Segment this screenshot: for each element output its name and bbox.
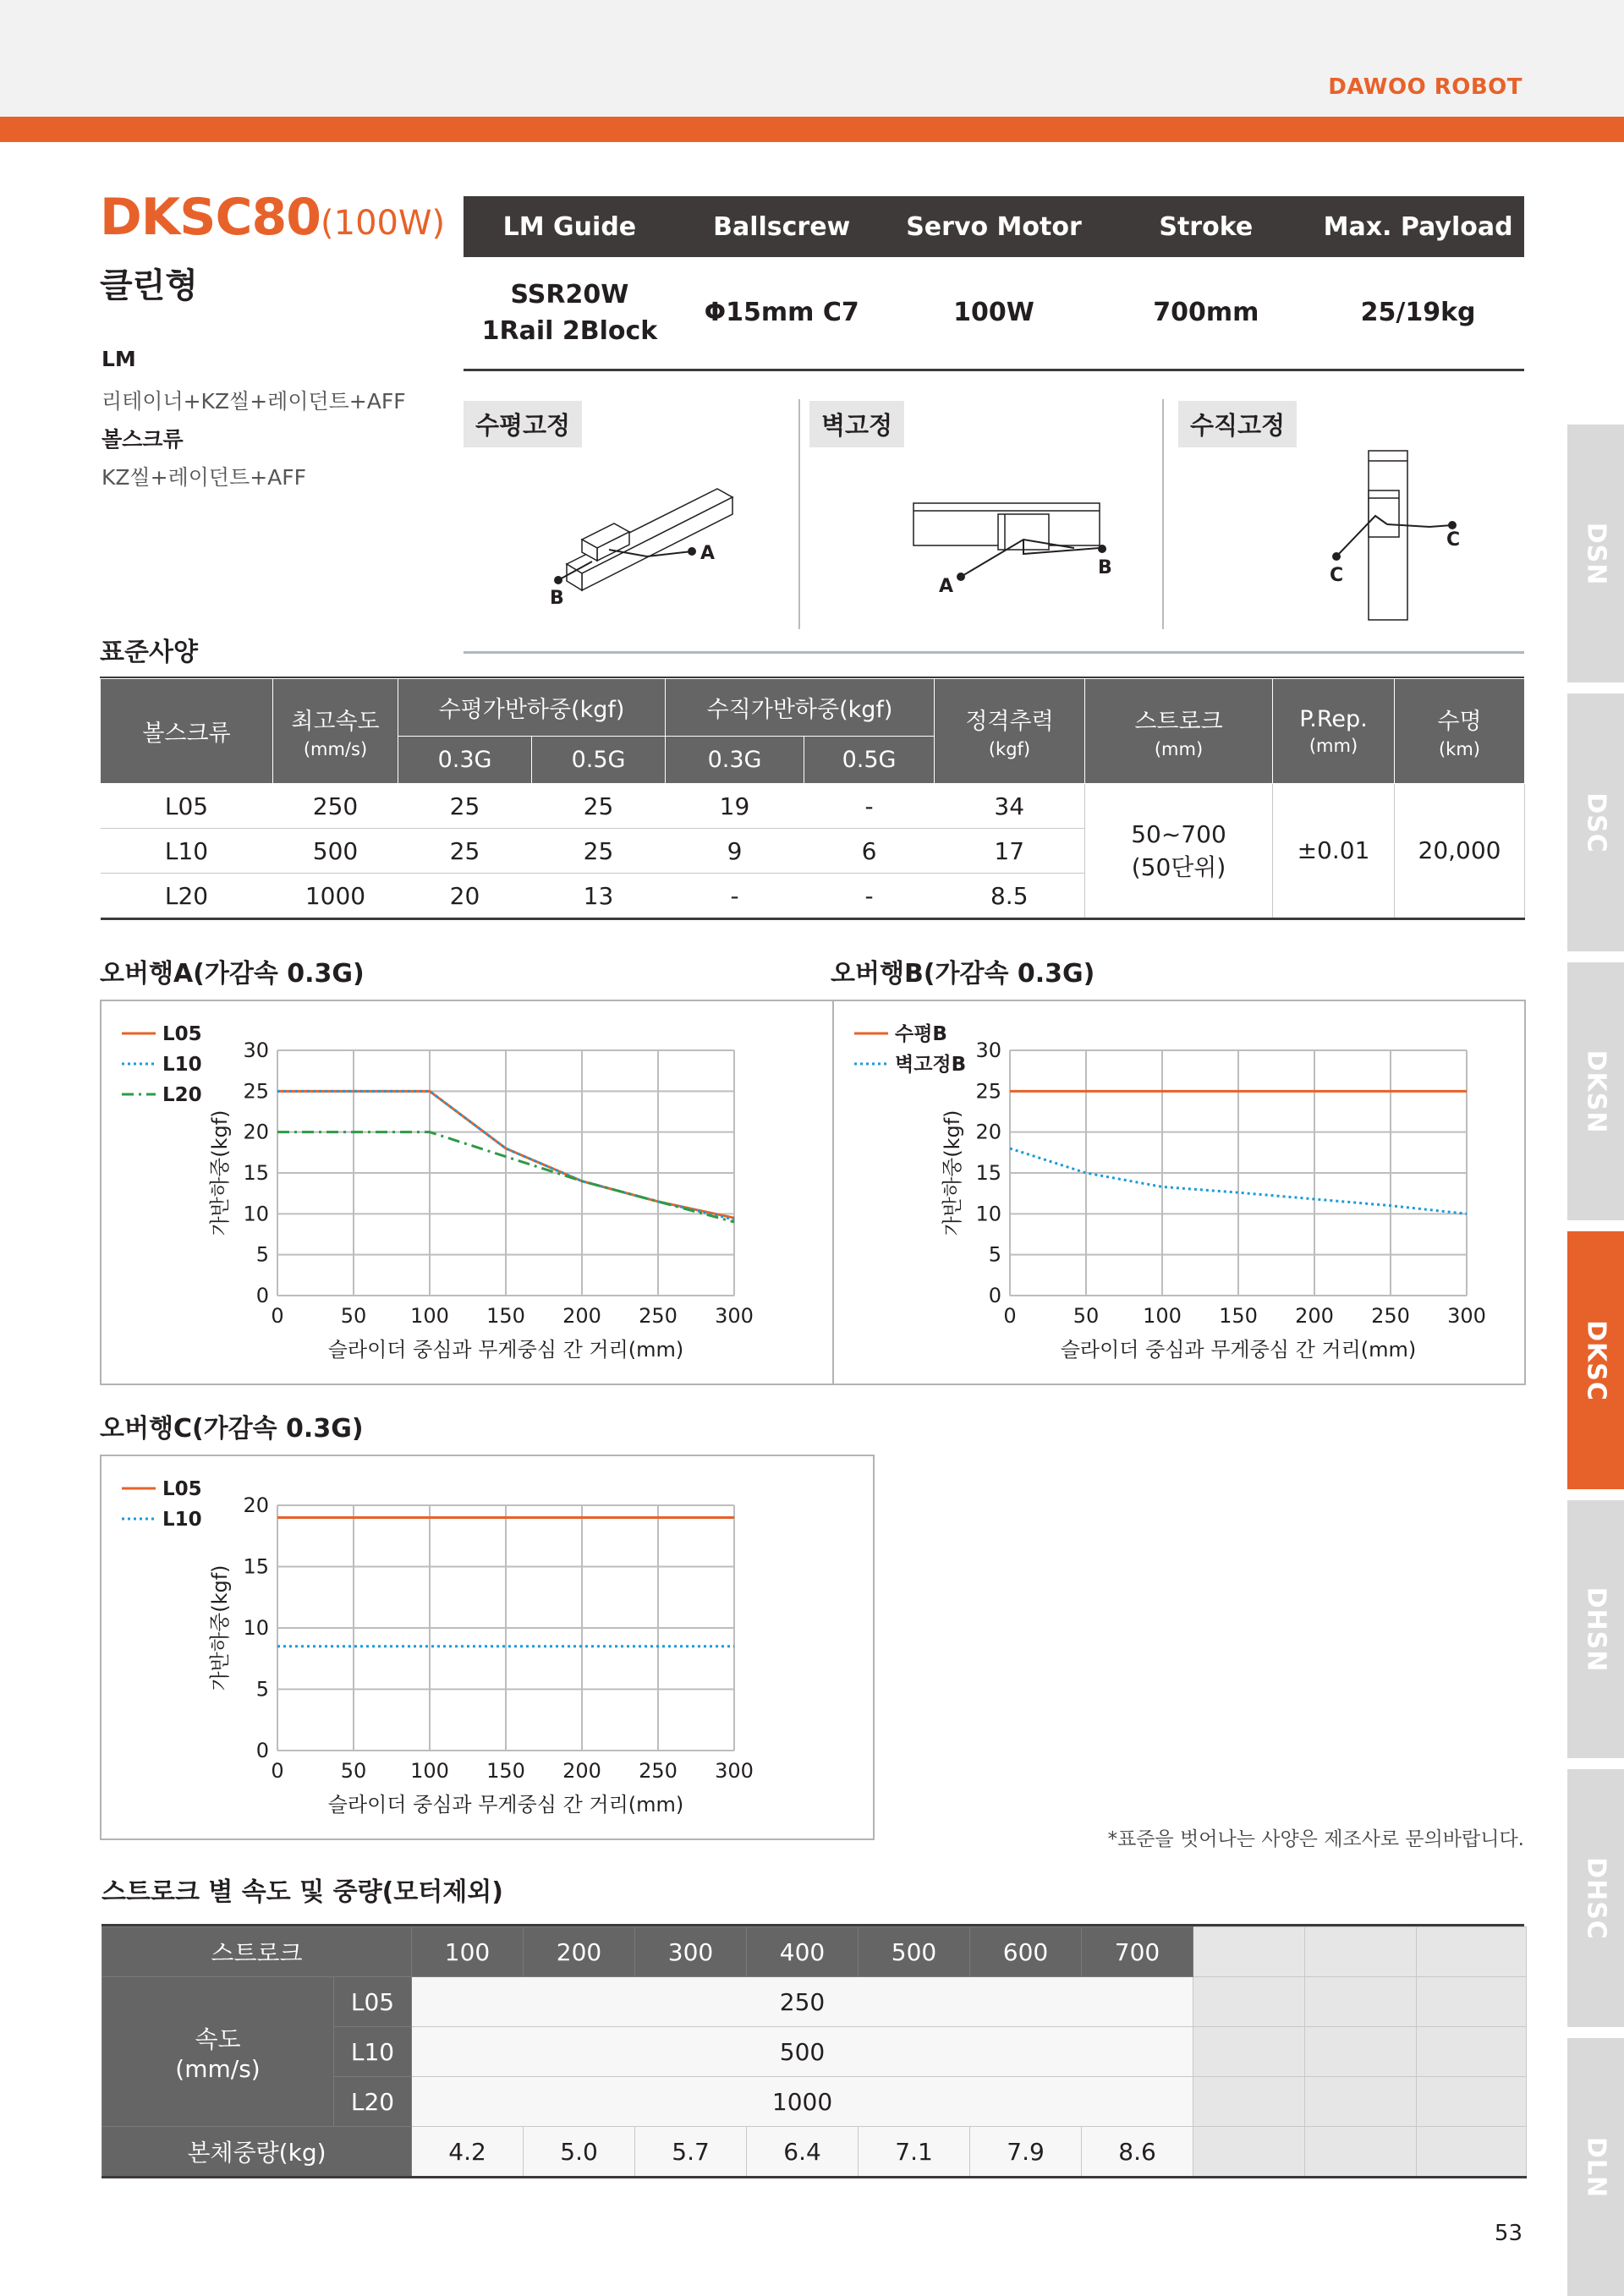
std-head-h05: 0.5G [532,737,666,784]
tab-label: DKSN [1581,1049,1610,1133]
mount-label-horizontal: 수평고정 [464,401,582,447]
cell-speed: 250 [273,784,398,829]
section-divider [464,651,1524,654]
head-text: P.Rep. [1299,706,1368,732]
panel-divider [798,399,800,629]
head-unit: (mm/s) [303,739,368,759]
option-value-ballscrew: KZ씰+레이던트+AFF [102,465,307,490]
y-tick-label: 25 [975,1079,1001,1104]
cell-stroke [1085,784,1273,919]
tab-label: DKSC [1581,1319,1610,1401]
lead-label: L10 [334,2027,412,2077]
stroke-value: 700 [1082,1927,1193,1977]
x-tick-label: 50 [340,1304,367,1328]
lm-guide-line2: 1Rail 2Block [481,316,658,346]
weight-value: 5.0 [524,2127,635,2178]
y-tick-label: 30 [975,1038,1001,1062]
speed-label [102,1977,334,2127]
stroke-value: 600 [970,1927,1082,1977]
x-tick-label: 300 [715,1304,754,1328]
legend-label: L05 [162,1023,202,1045]
spec-value-motor: 100W [888,257,1100,370]
horizontal-mount-figure [541,440,744,609]
option-value-lm: 리테이너+KZ씰+레이던트+AFF [102,389,406,414]
tab-label: DSN [1581,522,1610,585]
std-head-h03: 0.3G [398,737,532,784]
cell-v03: - [666,874,804,919]
weight-value: 8.6 [1082,2127,1193,2178]
stroke-header-row [102,1927,1527,1977]
option-label-ballscrew: 볼스크류 [102,427,184,452]
empty-cell [1417,1927,1527,1977]
cell-v03: 19 [666,784,804,829]
empty-cell [1417,2077,1527,2127]
stroke-unit: (50단위) [1131,853,1226,881]
tab-label: DLN [1581,2136,1610,2198]
weight-value: 4.2 [412,2127,524,2178]
std-head-v03: 0.3G [666,737,804,784]
head-unit: (km) [1438,739,1480,759]
x-tick-label: 50 [1073,1304,1100,1328]
empty-cell [1305,1977,1417,2027]
x-axis-label: 슬라이더 중심과 무게중심 간 거리(mm) [327,1338,684,1362]
model-name: DKSC80 [100,188,321,247]
speed-table-title: 스트로크 별 속도 및 중량(모터제외) [102,1877,503,1907]
x-tick-label: 250 [639,1304,678,1328]
lead-label: L20 [334,2077,412,2127]
side-tab-dhsc[interactable] [1567,1769,1624,2027]
y-tick-label: 30 [243,1038,269,1062]
legend-label: L10 [162,1054,202,1076]
y-axis-label: 가반하중(kgf) [208,1110,232,1236]
empty-cell [1417,2027,1527,2077]
stroke-range: 50~700 [1131,819,1226,848]
mount-label-vertical: 수직고정 [1178,401,1297,447]
x-tick-label: 200 [562,1304,601,1328]
cell-prep: ±0.01 [1273,784,1395,919]
chart-b-title: 오버행B(가감속 0.3G) [831,959,1095,989]
x-tick-label: 200 [1295,1304,1334,1328]
brand-name: DAWOO ROBOT [1328,74,1522,100]
empty-cell [1193,1927,1305,1977]
x-tick-label: 150 [486,1304,525,1328]
cell-h05: 25 [532,784,666,829]
chart-b-frame [832,1000,1526,1385]
cell-v05: 6 [804,829,935,874]
cell-h03: 25 [398,784,532,829]
overhang-c-chart [102,1456,873,1838]
tab-label: DSC [1581,792,1610,853]
page-number: 53 [1494,2221,1522,2246]
vertical-mount-figure [1320,444,1472,630]
speed-label-text: 속도 [195,2025,241,2053]
empty-cell [1417,2127,1527,2178]
speed-value: 500 [412,2027,1193,2077]
stroke-speed-table [102,1926,1527,2178]
cell-life: 20,000 [1395,784,1525,919]
x-tick-label: 0 [271,1304,284,1328]
spec-value-row [464,257,1524,370]
spec-header: Max. Payload [1312,196,1524,257]
weight-value: 5.7 [635,2127,747,2178]
head-text: 볼스크류 [142,721,231,747]
panel-divider [1162,399,1164,629]
standard-title: 표준사양 [100,638,198,667]
speed-value: 250 [412,1977,1193,2027]
side-tab-dksn[interactable] [1567,962,1624,1220]
x-tick-label: 100 [410,1304,449,1328]
empty-cell [1193,2127,1305,2178]
y-tick-label: 10 [975,1202,1001,1226]
model-title [100,188,445,247]
stroke-value: 300 [635,1927,747,1977]
y-tick-label: 0 [255,1739,269,1762]
y-tick-label: 0 [988,1284,1001,1307]
point-label: A [700,543,716,564]
cell-lead: L05 [101,784,273,829]
spec-header-row [464,196,1524,257]
chart-c-frame [100,1455,875,1840]
y-tick-label: 20 [243,1120,269,1144]
cell-thrust: 34 [935,784,1085,829]
spec-value-stroke: 700mm [1100,257,1312,370]
head-unit: (mm) [1154,739,1204,759]
point-label: C [1446,529,1461,551]
point-label: C [1330,565,1344,586]
cell-thrust: 8.5 [935,874,1085,919]
cell-v03: 9 [666,829,804,874]
x-tick-label: 150 [486,1759,525,1783]
cell-lead: L10 [101,829,273,874]
std-head-thrust [935,679,1085,784]
head-text: 스트로크 [1134,709,1223,735]
std-head-hload: 수평가반하중(kgf) [398,679,666,737]
cell-speed: 500 [273,829,398,874]
x-tick-label: 250 [639,1759,678,1783]
cell-lead: L20 [101,874,273,919]
x-tick-label: 0 [1003,1304,1017,1328]
cell-speed: 1000 [273,874,398,919]
empty-cell [1305,2077,1417,2127]
y-tick-label: 5 [255,1677,269,1701]
tab-label: DHSN [1581,1586,1610,1672]
cell-v05: - [804,874,935,919]
weight-value: 7.9 [970,2127,1082,2178]
x-tick-label: 250 [1371,1304,1410,1328]
speed-label-unit: (mm/s) [175,2054,261,2083]
y-axis-label: 가반하중(kgf) [941,1110,964,1236]
cell-h03: 20 [398,874,532,919]
std-head-speed [273,679,398,784]
y-tick-label: 10 [243,1202,269,1226]
side-tab-dksc[interactable] [1567,1231,1624,1489]
x-tick-label: 50 [340,1759,367,1783]
model-type: 클린형 [100,266,198,305]
y-tick-label: 10 [243,1616,269,1640]
legend-label: 벽고정B [895,1054,967,1076]
empty-cell [1305,2027,1417,2077]
point-label: A [939,576,954,597]
head-text: 수명 [1437,709,1482,735]
y-tick-label: 15 [243,1161,269,1185]
x-tick-label: 300 [715,1759,754,1783]
y-tick-label: 5 [988,1242,1001,1267]
side-tab-dhsn[interactable] [1567,1500,1624,1758]
header-accent-bar [0,117,1624,142]
y-tick-label: 0 [255,1284,269,1307]
empty-cell [1193,2027,1305,2077]
mount-label-wall: 벽고정 [809,401,904,447]
weight-value: 7.1 [859,2127,970,2178]
x-tick-label: 150 [1219,1304,1258,1328]
head-text: 정격추력 [965,709,1054,735]
spec-header: Servo Motor [888,196,1100,257]
x-axis-label: 슬라이더 중심과 무게중심 간 거리(mm) [1060,1338,1417,1362]
side-tab-dsn[interactable] [1567,425,1624,682]
x-tick-label: 0 [271,1759,284,1783]
empty-cell [1193,2077,1305,2127]
y-tick-label: 15 [975,1161,1001,1185]
std-head-vload: 수직가반하중(kgf) [666,679,935,737]
spec-header: Stroke [1100,196,1312,257]
std-head-life [1395,679,1525,784]
overhang-a-chart [102,1001,873,1384]
spec-header: Ballscrew [676,196,888,257]
table-row [101,784,1525,829]
x-tick-label: 100 [1143,1304,1182,1328]
stroke-value: 500 [859,1927,970,1977]
cell-h05: 25 [532,829,666,874]
empty-cell [1417,1977,1527,2027]
weight-row [102,2127,1527,2178]
spec-value-ballscrew: Φ15mm C7 [676,257,888,370]
side-tab-dsc[interactable] [1567,693,1624,951]
option-label-lm: LM [102,347,136,371]
footnote: *표준을 벗어나는 사양은 제조사로 문의바랍니다. [1107,1828,1524,1850]
overhang-b-chart [834,1001,1524,1384]
std-header-row1 [101,679,1525,737]
weight-label: 본체중량(kg) [102,2127,412,2178]
empty-cell [1193,1977,1305,2027]
x-tick-label: 100 [410,1759,449,1783]
standard-spec-table [100,678,1525,920]
point-label: B [1098,557,1112,578]
chart-a-frame [100,1000,875,1385]
stroke-value: 100 [412,1927,524,1977]
head-unit: (mm) [1309,736,1358,756]
stroke-label: 스트로크 [102,1927,412,1977]
y-tick-label: 5 [255,1242,269,1267]
chart-a-title: 오버행A(가감속 0.3G) [100,959,365,989]
weight-value: 6.4 [747,2127,859,2178]
cell-h03: 25 [398,829,532,874]
x-tick-label: 300 [1447,1304,1486,1328]
spec-table [464,196,1524,371]
point-label: B [550,588,564,609]
empty-cell [1305,1927,1417,1977]
wall-mount-figure [905,440,1125,609]
spec-header: LM Guide [464,196,676,257]
head-text: 최고속도 [291,709,380,735]
std-head-v05: 0.5G [804,737,935,784]
tab-label: DHSC [1581,1856,1610,1940]
spec-value-lm-guide [464,257,676,370]
cell-v05: - [804,784,935,829]
y-axis-label: 가반하중(kgf) [208,1564,232,1691]
y-tick-label: 20 [975,1120,1001,1144]
lm-guide-line1: SSR20W [510,279,629,310]
legend-label: 수평B [895,1023,947,1045]
head-unit: (kgf) [988,739,1031,759]
x-tick-label: 200 [562,1759,601,1783]
spec-value-payload: 25/19kg [1312,257,1524,370]
lead-label: L05 [334,1977,412,2027]
std-head-stroke [1085,679,1273,784]
std-head-ballscrew [101,679,273,784]
model-power: (100W) [321,204,446,243]
legend-label: L10 [162,1509,202,1531]
legend-label: L20 [162,1084,202,1106]
y-tick-label: 15 [243,1554,269,1579]
cell-h05: 13 [532,874,666,919]
x-axis-label: 슬라이더 중심과 무게중심 간 거리(mm) [327,1793,684,1817]
std-head-prep [1273,679,1395,784]
legend-label: L05 [162,1478,202,1500]
speed-value: 1000 [412,2077,1193,2127]
side-tab-dln[interactable] [1567,2038,1624,2296]
stroke-value: 400 [747,1927,859,1977]
cell-thrust: 17 [935,829,1085,874]
speed-row [102,1977,1527,2027]
y-tick-label: 20 [243,1493,269,1517]
chart-c-title: 오버행C(가감속 0.3G) [100,1414,364,1444]
y-tick-label: 25 [243,1079,269,1104]
stroke-value: 200 [524,1927,635,1977]
empty-cell [1305,2127,1417,2178]
